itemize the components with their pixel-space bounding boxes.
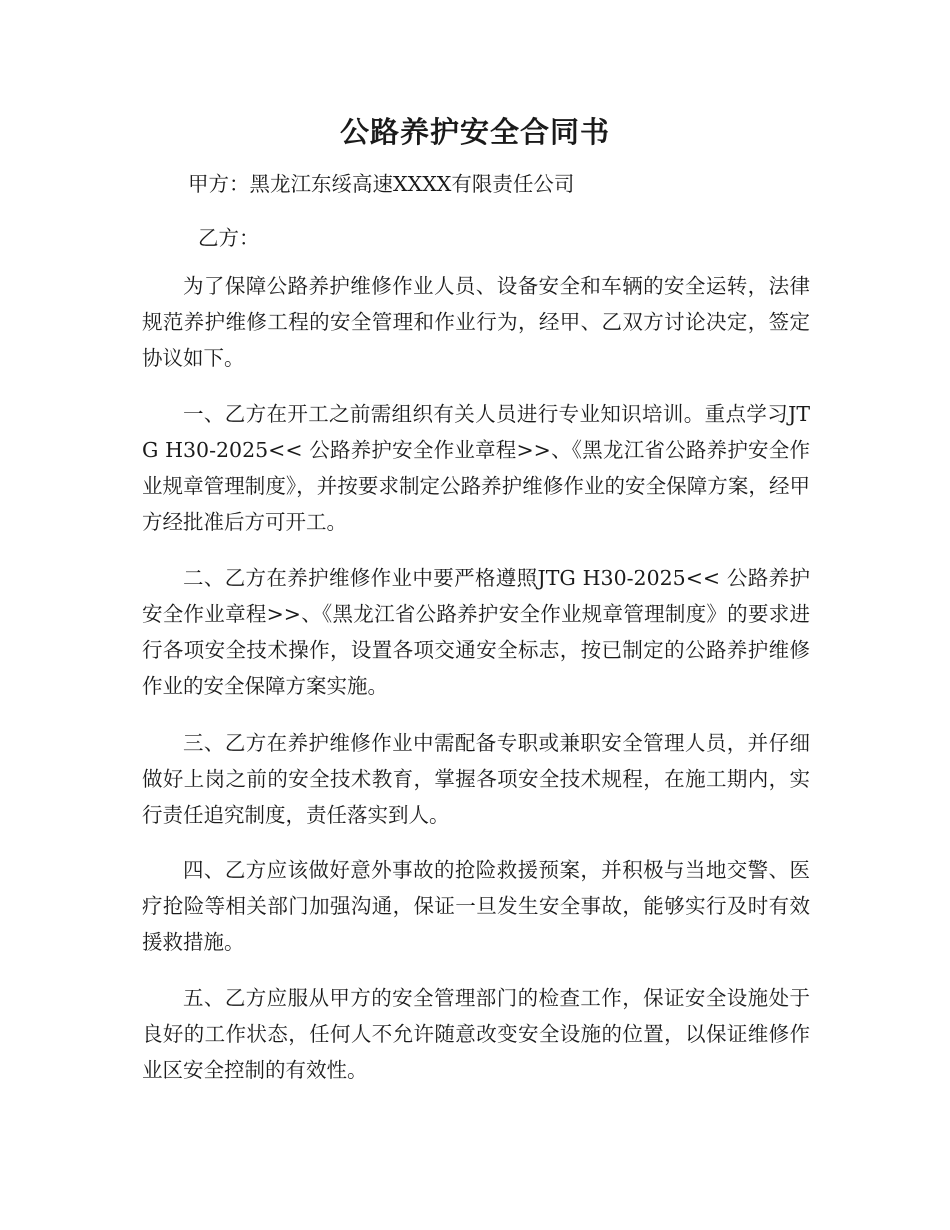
clause-2-paragraph: 二、乙方在养护维修作业中要严格遵照JTG H30-2025<< 公路养护安全作业章程>>、《黑龙江省公路养护安全作业规章管理制度》的要求进行各项安全技术操作，设置各项交通安全标志，按已制定的公路养护维修作业的安全保障方案实施。 bbox=[142, 566, 810, 698]
clause-4-paragraph: 四、乙方应该做好意外事故的抢险救援预案，并积极与当地交警、医疗抢险等相关部门加强沟通，保证一旦发生安全事故，能够实行及时有效援救措施。 bbox=[142, 858, 810, 954]
party-a-line: 甲方：黑龙江东绥高速XXXX有限责任公司 bbox=[188, 172, 575, 196]
intro-paragraph: 为了保障公路养护维修作业人员、设备安全和车辆的安全运转，法律规范养护维修工程的安全管理和作业行为，经甲、乙双方讨论决定，签定协议如下。 bbox=[142, 274, 810, 370]
clause-5-paragraph: 五、乙方应服从甲方的安全管理部门的检查工作，保证安全设施处于良好的工作状态，任何人不允许随意改变安全设施的位置，以保证维修作业区安全控制的有效性。 bbox=[142, 986, 810, 1082]
clause-1-paragraph: 一、乙方在开工之前需组织有关人员进行专业知识培训。重点学习JTG H30-2025<< 公路养护安全作业章程>>、《黑龙江省公路养护安全作业规章管理制度》，并按要求制定公路养护维修作业的安全保障方案，经甲方经批准后方可开工。 bbox=[142, 402, 810, 534]
party-b-line: 乙方： bbox=[198, 226, 260, 250]
document-title: 公路养护安全合同书 bbox=[339, 115, 610, 149]
clause-3-paragraph: 三、乙方在养护维修作业中需配备专职或兼职安全管理人员，并仔细做好上岗之前的安全技术教育，掌握各项安全技术规程，在施工期内，实行责任追究制度，责任落实到人。 bbox=[142, 731, 810, 827]
